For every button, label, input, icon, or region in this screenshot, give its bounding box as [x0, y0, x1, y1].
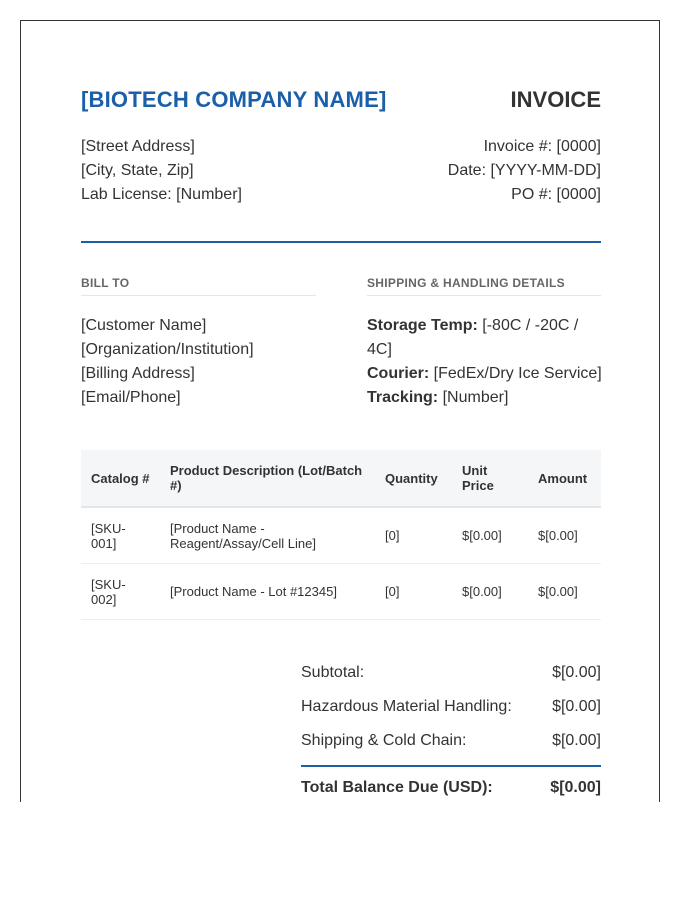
cell-description: [Product Name - Lot #12345] [160, 564, 375, 620]
line-items-table [81, 450, 601, 620]
shipping-cold-chain-value: $[0.00] [552, 732, 601, 749]
cell-unit-price: $[0.00] [452, 564, 528, 620]
invoice-number: Invoice #: [0000] [483, 138, 601, 155]
email-phone: [Email/Phone] [81, 389, 181, 406]
tracking-label: Tracking: [367, 389, 439, 406]
bill-to-section [81, 276, 316, 410]
cell-quantity: [0] [375, 507, 452, 564]
subtotal-label: Subtotal: [301, 664, 365, 681]
billing-address: [Billing Address] [81, 365, 195, 382]
tracking-value: [Number] [438, 389, 509, 406]
organization: [Organization/Institution] [81, 341, 254, 358]
col-header-catalog: Catalog # [81, 450, 160, 507]
shipping-cold-chain-row [301, 727, 601, 761]
cell-unit-price: $[0.00] [452, 507, 528, 564]
courier-value: [FedEx/Dry Ice Service] [429, 365, 602, 382]
shipping-label: SHIPPING & HANDLING DETAILS [367, 276, 601, 296]
subtotal-value: $[0.00] [552, 664, 601, 681]
hazard-row [301, 693, 601, 727]
subtotal-row [301, 659, 601, 693]
total-due-value: $[0.00] [550, 779, 601, 796]
cell-catalog: [SKU-001] [81, 507, 160, 564]
cell-quantity: [0] [375, 564, 452, 620]
company-name: [BIOTECH COMPANY NAME] [81, 87, 387, 112]
col-header-quantity: Quantity [375, 450, 452, 507]
invoice-date: Date: [YYYY-MM-DD] [447, 162, 601, 179]
po-number: PO #: [0000] [511, 186, 601, 203]
courier-row [367, 362, 601, 386]
table-row [81, 564, 601, 620]
shipping-cold-chain-label: Shipping & Cold Chain: [301, 732, 467, 749]
cell-amount: $[0.00] [528, 564, 601, 620]
total-due-label: Total Balance Due (USD): [301, 779, 493, 796]
storage-temp-value: [-80C / -20C / 4C] [367, 317, 579, 358]
table-header-row [81, 450, 601, 507]
invoice-page [20, 20, 660, 802]
city-state-zip: [City, State, Zip] [81, 162, 194, 179]
table-row [81, 507, 601, 564]
invoice-title: INVOICE [510, 87, 601, 112]
tracking-row [367, 386, 601, 410]
shipping-section [367, 276, 601, 410]
cell-catalog: [SKU-002] [81, 564, 160, 620]
header-divider [81, 241, 601, 243]
customer-name: [Customer Name] [81, 317, 207, 334]
storage-temp-row [367, 314, 601, 362]
col-header-unit-price: Unit Price [452, 450, 528, 507]
cell-description: [Product Name - Reagent/Assay/Cell Line] [160, 507, 375, 564]
totals-divider [301, 765, 601, 767]
street-address: [Street Address] [81, 138, 195, 155]
total-due-row [301, 777, 601, 799]
totals-section [301, 659, 601, 799]
cell-amount: $[0.00] [528, 507, 601, 564]
col-header-description: Product Description (Lot/Batch #) [160, 450, 375, 507]
storage-temp-label: Storage Temp: [367, 317, 478, 334]
bill-to-body [81, 314, 316, 410]
col-header-amount: Amount [528, 450, 601, 507]
bill-to-label: BILL TO [81, 276, 316, 296]
courier-label: Courier: [367, 365, 430, 382]
invoice-meta [448, 135, 601, 207]
lab-license: Lab License: [Number] [81, 186, 242, 203]
hazard-value: $[0.00] [552, 698, 601, 715]
hazard-label: Hazardous Material Handling: [301, 698, 512, 715]
company-address [81, 135, 242, 207]
shipping-body [367, 314, 601, 410]
